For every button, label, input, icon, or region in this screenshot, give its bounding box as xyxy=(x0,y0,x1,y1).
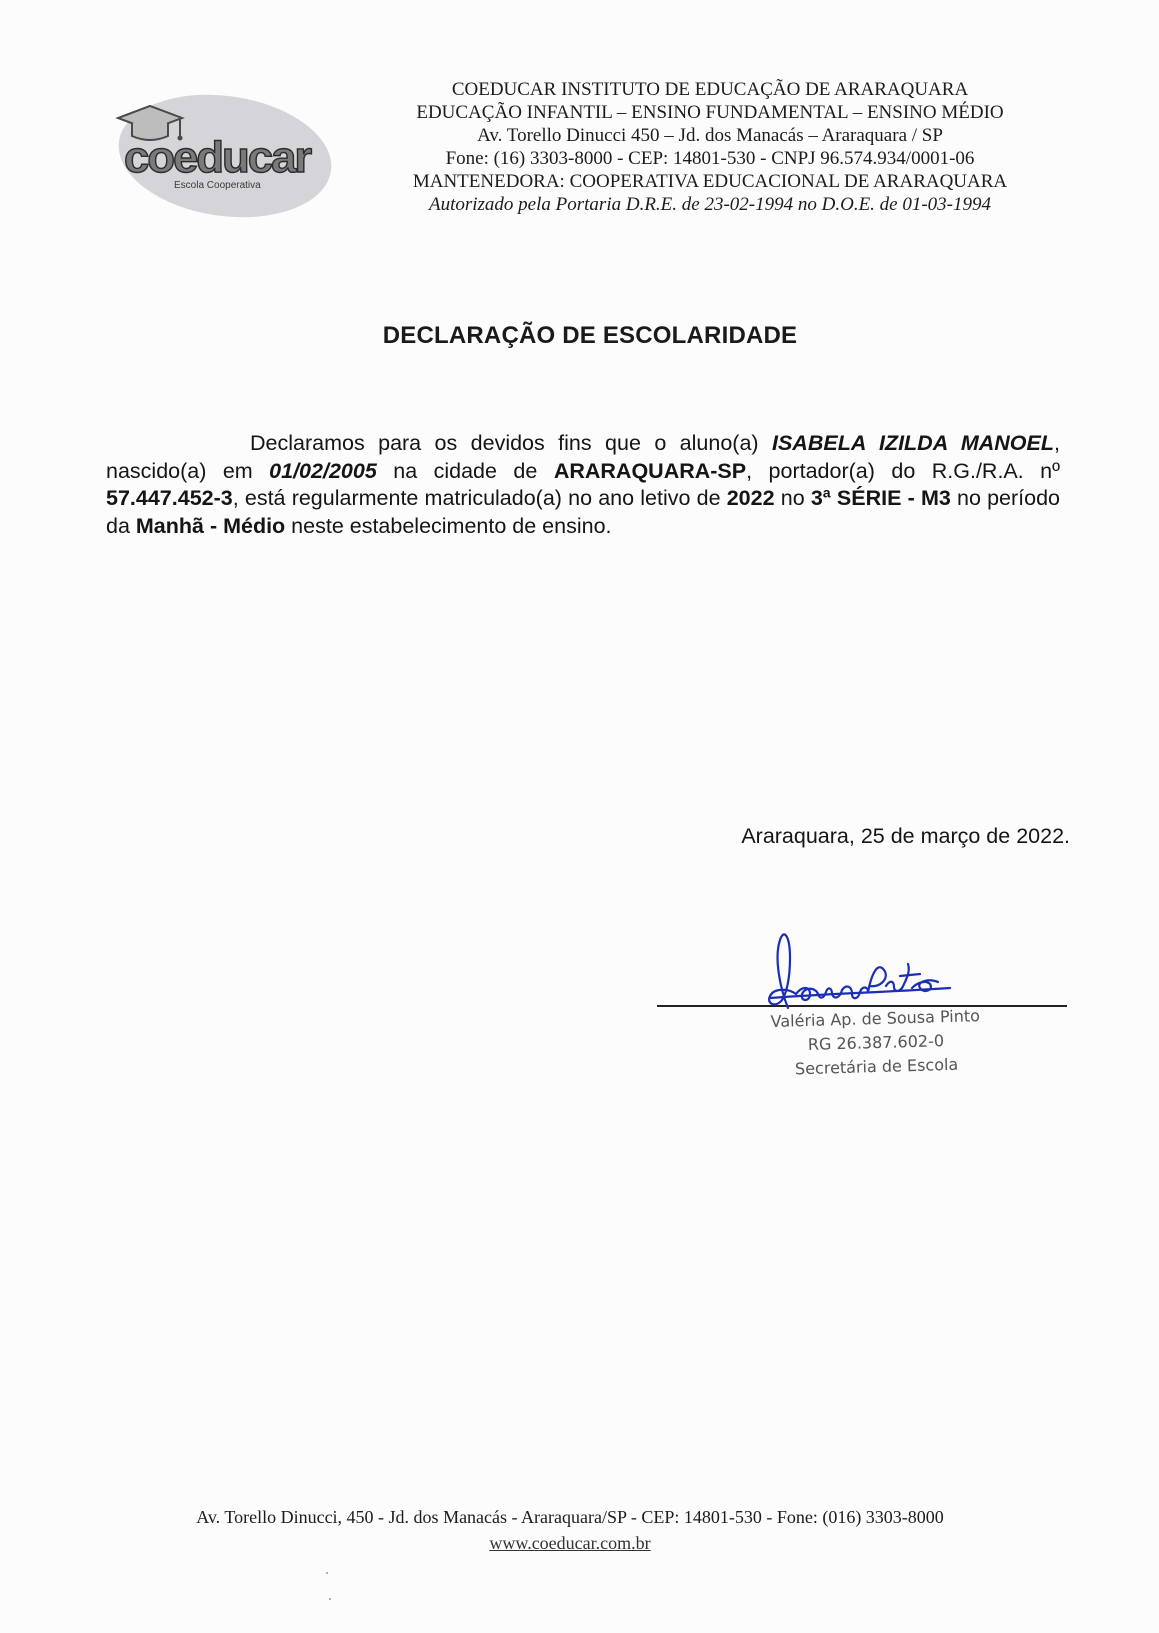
logo-wordmark: coeducar xyxy=(124,133,312,182)
header-line-5: MANTENEDORA: COOPERATIVA EDUCACIONAL DE ARARAQUARA xyxy=(412,171,1008,192)
body-text-6: no xyxy=(774,486,811,510)
student-name: ISABELA IZILDA MANOEL xyxy=(771,431,1054,455)
body-text-8: neste estabelecimento de ensino. xyxy=(285,513,612,538)
body-text-4: , portador(a) do R.G./R.A. nº xyxy=(746,458,1060,483)
school-header xyxy=(370,78,1050,216)
birth-city: ARARAQUARA-SP xyxy=(553,458,747,483)
stamp-name: Valéria Ap. de Sousa Pinto xyxy=(770,1006,981,1031)
place-and-date: Araraquara, 25 de março de 2022. xyxy=(741,824,1070,848)
school-logo xyxy=(110,90,340,222)
rg-ra-number: 57.447.452-3 xyxy=(106,486,233,510)
header-authorization: Autorizado pela Portaria D.R.E. de 23-02-1994 no D.O.E. de 01-03-1994 xyxy=(428,194,992,215)
declaration-paragraph xyxy=(106,430,1060,540)
body-text-5: , está regularmente matriculado(a) no ano letivo de xyxy=(232,486,727,510)
footer-website-link[interactable]: www.coeducar.com.br xyxy=(489,1533,651,1553)
body-text-7: no período da xyxy=(106,486,1060,538)
header-line-1: COEDUCAR INSTITUTO DE EDUCAÇÃO DE ARARAQUARA xyxy=(451,79,969,100)
school-year: 2022 xyxy=(726,486,775,510)
body-text-1: Declaramos para os devidos fins que o aluno(a) xyxy=(250,431,772,455)
logo-subtitle: Escola Cooperativa xyxy=(174,180,261,191)
stamp-rg: RG 26.387.602-0 xyxy=(807,1031,945,1054)
footer-address: Av. Torello Dinucci, 450 - Jd. dos Manacás - Araraquara/SP - CEP: 14801-530 - Fone: (016) 3303-8000 xyxy=(196,1507,944,1527)
handwritten-signature xyxy=(760,928,990,1028)
scan-speck xyxy=(329,1598,331,1600)
page-footer xyxy=(0,1504,1140,1556)
birth-date: 01/02/2005 xyxy=(269,458,377,483)
grade: 3ª SÉRIE - M3 xyxy=(810,486,951,510)
header-line-4: Fone: (16) 3303-8000 - CEP: 14801-530 - CNPJ 96.574.934/0001-06 xyxy=(445,148,975,169)
body-text-3: na cidade de xyxy=(376,458,554,483)
period: Manhã - Médio xyxy=(135,513,286,538)
scan-speck xyxy=(326,1572,328,1574)
header-line-2: EDUCAÇÃO INFANTIL – ENSINO FUNDAMENTAL – ENSINO MÉDIO xyxy=(416,102,1004,123)
body-text-2: , nascido(a) em xyxy=(106,431,1060,483)
stamp-role: Secretária de Escola xyxy=(794,1054,959,1079)
document-title: DECLARAÇÃO DE ESCOLARIDADE xyxy=(382,322,798,349)
header-line-3: Av. Torello Dinucci 450 – Jd. dos Manacás – Araraquara / SP xyxy=(477,125,943,146)
